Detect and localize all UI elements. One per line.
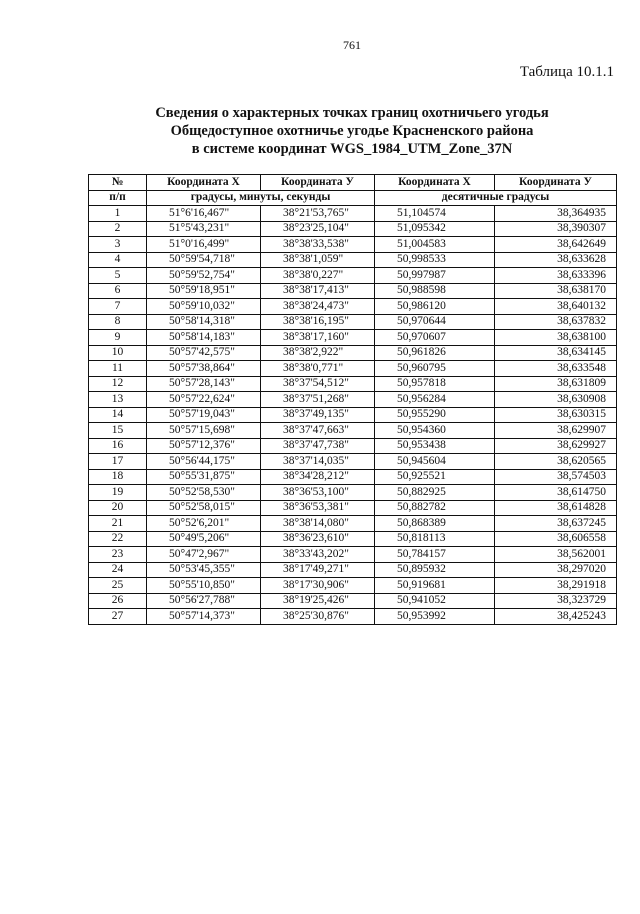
table-row [89, 562, 617, 578]
cell-dec-y: 38,634145 [495, 345, 617, 361]
cell-number: 7 [89, 299, 147, 315]
table-row [89, 330, 617, 346]
cell-dms-y: 38°38'1,059" [261, 252, 375, 268]
cell-number: 15 [89, 423, 147, 439]
table-row [89, 252, 617, 268]
cell-number: 5 [89, 268, 147, 284]
cell-dms-y: 38°38'14,080" [261, 516, 375, 532]
cell-dec-y: 38,364935 [495, 206, 617, 222]
cell-dms-x: 50°59'10,032" [147, 299, 261, 315]
cell-dms-y: 38°19'25,426" [261, 593, 375, 609]
cell-dec-y: 38,638170 [495, 283, 617, 299]
cell-dms-x: 50°53'45,355" [147, 562, 261, 578]
cell-dms-y: 38°33'43,202" [261, 547, 375, 563]
table-row [89, 469, 617, 485]
table-body [89, 206, 617, 625]
cell-dms-x: 50°57'42,575" [147, 345, 261, 361]
cell-dec-y: 38,637832 [495, 314, 617, 330]
table-row [89, 237, 617, 253]
table-row [89, 206, 617, 222]
cell-number: 27 [89, 609, 147, 625]
cell-dec-y: 38,633548 [495, 361, 617, 377]
cell-dec-y: 38,629907 [495, 423, 617, 439]
table-row [89, 609, 617, 625]
cell-dms-y: 38°38'0,771" [261, 361, 375, 377]
table-row [89, 485, 617, 501]
cell-dms-y: 38°38'2,922" [261, 345, 375, 361]
cell-dec-y: 38,323729 [495, 593, 617, 609]
cell-dms-x: 50°57'12,376" [147, 438, 261, 454]
cell-number: 19 [89, 485, 147, 501]
cell-dms-y: 38°36'23,610" [261, 531, 375, 547]
cell-dec-x: 51,095342 [375, 221, 495, 237]
cell-dec-x: 51,004583 [375, 237, 495, 253]
cell-dec-x: 50,784157 [375, 547, 495, 563]
cell-dec-y: 38,297020 [495, 562, 617, 578]
cell-dec-x: 50,818113 [375, 531, 495, 547]
cell-number: 13 [89, 392, 147, 408]
cell-dec-x: 50,960795 [375, 361, 495, 377]
cell-dms-y: 38°37'51,268" [261, 392, 375, 408]
table-row [89, 423, 617, 439]
cell-dec-y: 38,390307 [495, 221, 617, 237]
cell-dec-y: 38,574503 [495, 469, 617, 485]
cell-dms-y: 38°36'53,100" [261, 485, 375, 501]
cell-number: 16 [89, 438, 147, 454]
document-heading [0, 104, 640, 158]
cell-dec-y: 38,614828 [495, 500, 617, 516]
cell-dms-x: 51°0'16,499" [147, 237, 261, 253]
heading-line-3: в системе координат WGS_1984_UTM_Zone_37N [191, 141, 513, 157]
table-row [89, 299, 617, 315]
cell-dec-y: 38,630908 [495, 392, 617, 408]
table-row [89, 547, 617, 563]
cell-dms-y: 38°37'14,035" [261, 454, 375, 470]
cell-dms-y: 38°17'30,906" [261, 578, 375, 594]
page-number: 761 [343, 38, 361, 52]
cell-dec-x: 50,986120 [375, 299, 495, 315]
cell-dms-x: 50°59'54,718" [147, 252, 261, 268]
header-dec-x: Координата X [375, 175, 495, 191]
cell-dec-x: 50,868389 [375, 516, 495, 532]
cell-dec-y: 38,637245 [495, 516, 617, 532]
cell-dms-y: 38°37'49,135" [261, 407, 375, 423]
cell-dms-y: 38°37'47,663" [261, 423, 375, 439]
cell-number: 11 [89, 361, 147, 377]
table-row [89, 268, 617, 284]
heading-line-1: Сведения о характерных точках границ охотничьего угодья [155, 105, 549, 121]
cell-dms-y: 38°38'17,160" [261, 330, 375, 346]
cell-dec-y: 38,630315 [495, 407, 617, 423]
cell-dms-x: 50°59'52,754" [147, 268, 261, 284]
table-id: Таблица 10.1.1 [519, 64, 614, 80]
header-dec-y: Координата У [495, 175, 617, 191]
cell-dms-y: 38°38'33,538" [261, 237, 375, 253]
cell-dms-x: 50°52'58,015" [147, 500, 261, 516]
cell-dec-y: 38,629927 [495, 438, 617, 454]
cell-dms-x: 50°56'44,175" [147, 454, 261, 470]
cell-dms-x: 50°57'38,864" [147, 361, 261, 377]
cell-dec-x: 50,970607 [375, 330, 495, 346]
cell-dms-y: 38°38'17,413" [261, 283, 375, 299]
cell-dms-x: 50°56'27,788" [147, 593, 261, 609]
cell-dec-y: 38,614750 [495, 485, 617, 501]
cell-dec-y: 38,291918 [495, 578, 617, 594]
cell-dec-y: 38,631809 [495, 376, 617, 392]
cell-number: 6 [89, 283, 147, 299]
table-row [89, 361, 617, 377]
table-row [89, 454, 617, 470]
header-dms-y: Координата У [261, 175, 375, 191]
cell-dec-x: 50,941052 [375, 593, 495, 609]
table-row [89, 531, 617, 547]
cell-dms-x: 50°58'14,183" [147, 330, 261, 346]
cell-dms-x: 50°57'14,373" [147, 609, 261, 625]
cell-dec-x: 51,104574 [375, 206, 495, 222]
table-row [89, 314, 617, 330]
cell-dec-y: 38,620565 [495, 454, 617, 470]
cell-dms-x: 50°57'28,143" [147, 376, 261, 392]
cell-dec-x: 50,957818 [375, 376, 495, 392]
table-row [89, 345, 617, 361]
header-number: № [89, 175, 147, 191]
cell-number: 24 [89, 562, 147, 578]
cell-dms-x: 50°57'22,624" [147, 392, 261, 408]
cell-dms-x: 50°57'19,043" [147, 407, 261, 423]
header-dec-units: десятичные градусы [375, 190, 617, 206]
table-row [89, 392, 617, 408]
cell-dec-y: 38,642649 [495, 237, 617, 253]
cell-dec-x: 50,954360 [375, 423, 495, 439]
cell-number: 12 [89, 376, 147, 392]
cell-dec-x: 50,882925 [375, 485, 495, 501]
cell-dec-y: 38,633396 [495, 268, 617, 284]
cell-dec-x: 50,961826 [375, 345, 495, 361]
cell-dec-x: 50,895932 [375, 562, 495, 578]
coordinates-table [88, 174, 617, 625]
cell-dec-x: 50,953992 [375, 609, 495, 625]
cell-dms-y: 38°21'53,765" [261, 206, 375, 222]
cell-dms-x: 50°59'18,951" [147, 283, 261, 299]
table-row [89, 221, 617, 237]
cell-number: 17 [89, 454, 147, 470]
table-row [89, 407, 617, 423]
header-dms-units: градусы, минуты, секунды [147, 190, 375, 206]
cell-dms-y: 38°17'49,271" [261, 562, 375, 578]
cell-dms-x: 50°47'2,967" [147, 547, 261, 563]
cell-number: 23 [89, 547, 147, 563]
cell-dms-x: 50°58'14,318" [147, 314, 261, 330]
cell-dms-y: 38°25'30,876" [261, 609, 375, 625]
table-row [89, 593, 617, 609]
cell-dms-y: 38°38'24,473" [261, 299, 375, 315]
cell-dms-x: 50°57'15,698" [147, 423, 261, 439]
cell-number: 10 [89, 345, 147, 361]
cell-number: 18 [89, 469, 147, 485]
cell-dec-x: 50,945604 [375, 454, 495, 470]
cell-dms-x: 50°49'5,206" [147, 531, 261, 547]
cell-dec-y: 38,638100 [495, 330, 617, 346]
cell-number: 3 [89, 237, 147, 253]
cell-dms-x: 51°6'16,467" [147, 206, 261, 222]
cell-number: 4 [89, 252, 147, 268]
cell-dec-x: 50,919681 [375, 578, 495, 594]
cell-dms-x: 50°55'10,850" [147, 578, 261, 594]
cell-number: 21 [89, 516, 147, 532]
cell-number: 25 [89, 578, 147, 594]
cell-number: 20 [89, 500, 147, 516]
cell-dec-y: 38,562001 [495, 547, 617, 563]
cell-number: 22 [89, 531, 147, 547]
cell-dms-x: 50°52'6,201" [147, 516, 261, 532]
cell-number: 9 [89, 330, 147, 346]
cell-number: 14 [89, 407, 147, 423]
cell-dec-x: 50,988598 [375, 283, 495, 299]
cell-dec-x: 50,956284 [375, 392, 495, 408]
cell-dms-y: 38°36'53,381" [261, 500, 375, 516]
cell-dms-y: 38°37'47,738" [261, 438, 375, 454]
cell-dms-y: 38°38'0,227" [261, 268, 375, 284]
cell-dms-x: 50°52'58,530" [147, 485, 261, 501]
header-dms-x: Координата X [147, 175, 261, 191]
cell-dms-x: 50°55'31,875" [147, 469, 261, 485]
cell-dec-y: 38,425243 [495, 609, 617, 625]
heading-line-2: Общедоступное охотничье угодье Красненского района [170, 123, 534, 139]
cell-dms-y: 38°38'16,195" [261, 314, 375, 330]
table-row [89, 376, 617, 392]
table-row [89, 516, 617, 532]
cell-number: 8 [89, 314, 147, 330]
cell-dec-x: 50,997987 [375, 268, 495, 284]
cell-dec-x: 50,882782 [375, 500, 495, 516]
cell-number: 1 [89, 206, 147, 222]
table-row [89, 283, 617, 299]
cell-dms-y: 38°34'28,212" [261, 469, 375, 485]
cell-dec-x: 50,953438 [375, 438, 495, 454]
cell-dms-y: 38°23'25,104" [261, 221, 375, 237]
cell-dec-y: 38,640132 [495, 299, 617, 315]
cell-dec-x: 50,925521 [375, 469, 495, 485]
table-row [89, 578, 617, 594]
cell-dec-x: 50,955290 [375, 407, 495, 423]
cell-dms-y: 38°37'54,512" [261, 376, 375, 392]
cell-dec-y: 38,633628 [495, 252, 617, 268]
cell-number: 26 [89, 593, 147, 609]
cell-dec-x: 50,970644 [375, 314, 495, 330]
cell-dec-y: 38,606558 [495, 531, 617, 547]
table-row [89, 500, 617, 516]
cell-dec-x: 50,998533 [375, 252, 495, 268]
table-header [89, 175, 617, 206]
header-number-sub: п/п [89, 190, 147, 206]
table-row [89, 438, 617, 454]
cell-dms-x: 51°5'43,231" [147, 221, 261, 237]
cell-number: 2 [89, 221, 147, 237]
